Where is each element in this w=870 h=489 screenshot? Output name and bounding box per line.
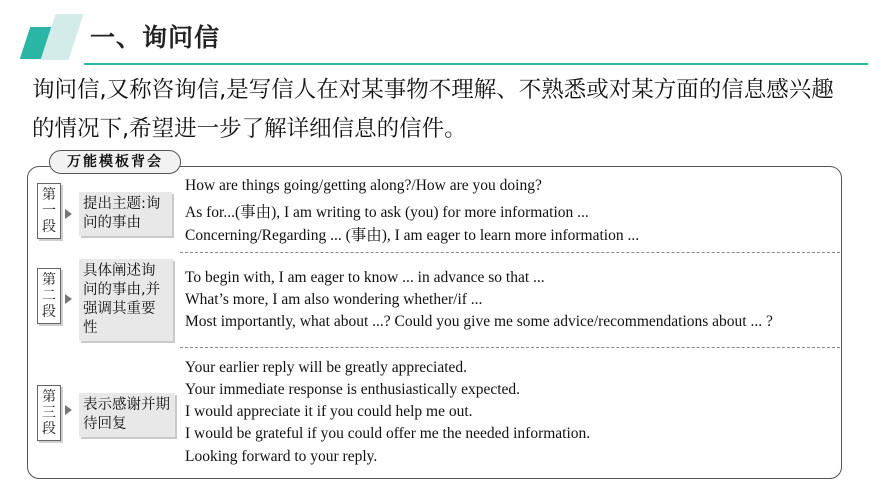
arrow-icon xyxy=(65,405,72,415)
intro-paragraph: 询问信,又称咨询信,是写信人在对某事物不理解、不熟悉或对某方面的信息感兴趣的情况下,希望进一步了解详细信息的信件。 xyxy=(32,77,834,142)
page-title: 一、询问信 xyxy=(90,23,221,52)
template-line: Your immediate response is enthusiastically expected. xyxy=(185,381,521,398)
segment-char: 第 xyxy=(42,187,56,203)
section-label-3: 表示感谢并期待回复 xyxy=(79,393,175,437)
segment-char: 二 xyxy=(42,288,56,304)
segment-tag-1 xyxy=(37,183,61,239)
segment-char: 段 xyxy=(42,421,56,437)
template-line: Looking forward to your reply. xyxy=(185,448,378,465)
segment-char: 第 xyxy=(42,389,56,405)
template-line: To begin with, I am eager to know ... in advance so that ... xyxy=(185,269,545,286)
section-label-2: 具体阐述询问的事由,并强调其重要性 xyxy=(79,259,173,341)
template-line: I would appreciate it if you could help me out. xyxy=(185,403,473,420)
header-decoration-light xyxy=(41,14,84,60)
template-line: What’s more, I am also wondering whether/if ... xyxy=(185,291,483,308)
arrow-icon xyxy=(65,294,72,304)
arrow-icon xyxy=(65,209,72,219)
title-underline xyxy=(84,63,868,65)
segment-char: 段 xyxy=(42,219,56,235)
segment-tag-3 xyxy=(37,385,61,441)
header xyxy=(0,0,870,70)
segment-char: 段 xyxy=(42,304,56,320)
segment-char: 第 xyxy=(42,272,56,288)
template-line: Concerning/Regarding ... (事由), I am eager to learn more information ... xyxy=(185,227,640,244)
section-divider xyxy=(180,252,840,253)
template-line: As for...(事由), I am writing to ask (you) for more information ... xyxy=(185,204,589,221)
section-label-1: 提出主题:询问的事由 xyxy=(79,192,172,236)
segment-tag-2 xyxy=(37,268,61,324)
template-line: Most importantly, what about ...? Could you give me some advice/recommendations about ... ? xyxy=(185,313,773,330)
segment-char: 三 xyxy=(42,405,56,421)
section-divider xyxy=(180,347,840,348)
segment-char: 一 xyxy=(42,203,56,219)
template-line: I would be grateful if you could offer me the needed information. xyxy=(185,425,591,442)
template-line: How are things going/getting along?/How are you doing? xyxy=(185,177,542,194)
template-line: Your earlier reply will be greatly appreciated. xyxy=(185,359,468,376)
template-badge: 万能模板背会 xyxy=(49,150,181,174)
